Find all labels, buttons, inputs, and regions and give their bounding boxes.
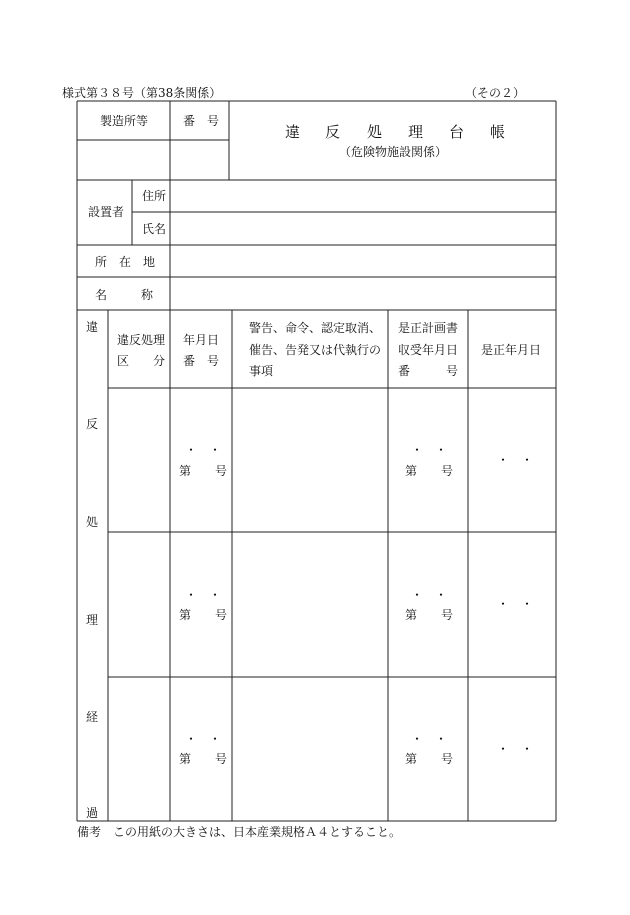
location-label: 所 在 地 — [95, 255, 156, 269]
date-dots: ・ ・ — [497, 597, 534, 611]
col-matters-line3: 事項 — [249, 364, 274, 378]
date-dots: ・ ・ — [411, 588, 448, 602]
form-number: 様式第３８号（第38条関係） — [62, 86, 222, 100]
col-plan-line2: 収受年月日 — [398, 343, 459, 357]
history-side-char: 過 — [85, 806, 98, 820]
number-field: 第 号 — [405, 608, 454, 622]
name-field-label: 氏名 — [142, 222, 167, 236]
number-field: 第 号 — [179, 608, 228, 622]
title-char: 台 — [449, 123, 465, 141]
manufacturer-label: 製造所等 — [100, 114, 149, 128]
col-plan-line1: 是正計画書 — [398, 321, 459, 335]
number-field: 第 号 — [405, 752, 454, 766]
name-char: 名 — [95, 288, 108, 302]
facility-name-label — [95, 289, 165, 303]
col-matters-line1: 警告、命令、認定取消、 — [249, 321, 382, 335]
title-char: 帳 — [490, 123, 506, 141]
date-dots: ・ ・ — [497, 742, 534, 756]
date-dots: ・ ・ — [411, 732, 448, 746]
history-side-char: 違 — [85, 320, 98, 334]
col-plan-line3: 番 号 — [398, 364, 459, 378]
number-field: 第 号 — [405, 464, 454, 478]
col-date-line1: 年月日 — [183, 333, 220, 347]
ledger-subtitle: （危険物施設関係） — [339, 145, 448, 159]
number-field: 第 号 — [179, 464, 228, 478]
col-date-line2: 番 号 — [183, 354, 220, 368]
history-side-char: 経 — [85, 710, 98, 724]
history-side-char: 理 — [85, 613, 98, 627]
ledger-title — [285, 121, 505, 139]
installer-label: 設置者 — [88, 205, 125, 219]
title-char: 処 — [367, 123, 383, 141]
title-char: 違 — [285, 123, 301, 141]
col-category-line2: 区 分 — [117, 354, 166, 368]
number-field: 第 号 — [179, 752, 228, 766]
history-side-char: 処 — [85, 515, 98, 529]
col-category-line1: 違反処理 — [117, 333, 166, 347]
address-label: 住所 — [142, 189, 167, 203]
date-dots: ・ ・ — [497, 453, 534, 467]
name-char: 称 — [141, 288, 154, 302]
date-dots: ・ ・ — [185, 732, 222, 746]
sheet-number: （その２） — [465, 86, 526, 100]
footnote: 備考 この用紙の大きさは、日本産業規格Ａ４とすること。 — [77, 825, 402, 839]
title-char: 反 — [325, 123, 341, 141]
date-dots: ・ ・ — [411, 443, 448, 457]
number-label: 番 号 — [183, 114, 220, 128]
col-correction: 是正年月日 — [481, 343, 542, 357]
date-dots: ・ ・ — [185, 443, 222, 457]
title-char: 理 — [408, 123, 424, 141]
col-matters-line2: 催告、告発又は代執行の — [249, 343, 382, 357]
date-dots: ・ ・ — [185, 588, 222, 602]
history-side-char: 反 — [85, 417, 98, 431]
